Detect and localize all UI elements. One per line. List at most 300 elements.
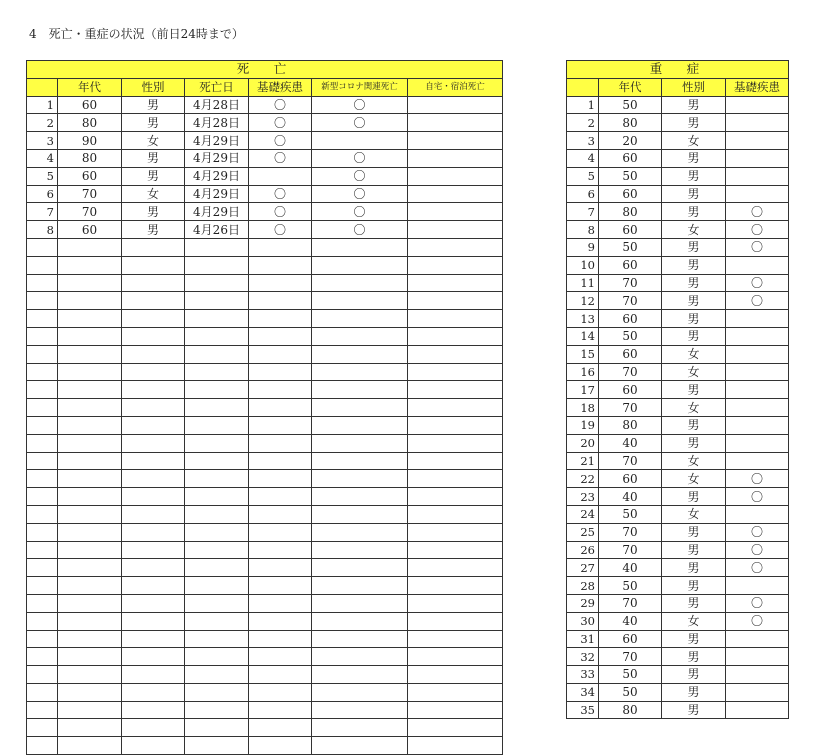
death-cell: 4月29日 bbox=[185, 203, 249, 221]
death-cell bbox=[408, 648, 503, 666]
severe-cell: 15 bbox=[567, 345, 599, 363]
severe-cell bbox=[726, 149, 789, 167]
death-cell bbox=[27, 434, 58, 452]
death-cell bbox=[185, 238, 249, 256]
table-row bbox=[27, 719, 503, 737]
death-cell bbox=[27, 577, 58, 595]
death-cell bbox=[27, 719, 58, 737]
death-cell bbox=[249, 470, 312, 488]
death-cell bbox=[58, 274, 122, 292]
page-title: 4 死亡・重症の状況（前日24時まで） bbox=[29, 27, 244, 41]
death-cell bbox=[185, 434, 249, 452]
severe-cell: 21 bbox=[567, 452, 599, 470]
death-cell bbox=[249, 274, 312, 292]
death-cell bbox=[122, 399, 185, 417]
death-cell bbox=[122, 452, 185, 470]
severe-cell: 〇 bbox=[726, 203, 789, 221]
death-cell bbox=[312, 577, 408, 595]
table-row bbox=[567, 559, 789, 577]
severe-cell: 60 bbox=[599, 470, 662, 488]
severe-header-cell bbox=[567, 78, 599, 96]
death-cell: 〇 bbox=[312, 167, 408, 185]
death-cell bbox=[27, 488, 58, 506]
table-row bbox=[567, 505, 789, 523]
death-cell bbox=[58, 630, 122, 648]
death-cell bbox=[185, 381, 249, 399]
table-row bbox=[27, 221, 503, 239]
death-cell bbox=[312, 363, 408, 381]
death-cell bbox=[249, 523, 312, 541]
death-cell bbox=[408, 719, 503, 737]
death-cell bbox=[58, 327, 122, 345]
severe-cell bbox=[726, 683, 789, 701]
severe-cell: 60 bbox=[599, 345, 662, 363]
death-cell bbox=[185, 363, 249, 381]
severe-cell: 男 bbox=[662, 310, 726, 328]
death-cell bbox=[408, 185, 503, 203]
death-cell bbox=[27, 416, 58, 434]
severe-cell: 50 bbox=[599, 666, 662, 684]
severe-cell: 14 bbox=[567, 327, 599, 345]
death-cell bbox=[58, 416, 122, 434]
table-row bbox=[567, 363, 789, 381]
death-header-cell: 死亡日 bbox=[185, 78, 249, 96]
death-cell bbox=[27, 399, 58, 417]
death-cell bbox=[58, 594, 122, 612]
death-cell: 男 bbox=[122, 203, 185, 221]
death-cell bbox=[185, 577, 249, 595]
death-cell: 90 bbox=[58, 132, 122, 150]
death-cell: 〇 bbox=[312, 149, 408, 167]
death-cell bbox=[185, 327, 249, 345]
death-cell bbox=[249, 167, 312, 185]
death-cell: 〇 bbox=[249, 203, 312, 221]
severe-cell: 男 bbox=[662, 666, 726, 684]
table-row bbox=[567, 221, 789, 239]
severe-header-cell: 性別 bbox=[662, 78, 726, 96]
death-cell bbox=[27, 630, 58, 648]
death-cell bbox=[185, 399, 249, 417]
death-cell bbox=[122, 523, 185, 541]
death-cell bbox=[122, 701, 185, 719]
death-cell bbox=[27, 274, 58, 292]
death-cell: 60 bbox=[58, 167, 122, 185]
severe-cell: 男 bbox=[662, 292, 726, 310]
table-row bbox=[567, 203, 789, 221]
severe-cell: 〇 bbox=[726, 274, 789, 292]
death-cell bbox=[58, 399, 122, 417]
table-row bbox=[567, 577, 789, 595]
death-cell bbox=[58, 541, 122, 559]
death-cell bbox=[185, 416, 249, 434]
table-row bbox=[567, 452, 789, 470]
severe-cell bbox=[726, 505, 789, 523]
death-cell bbox=[249, 399, 312, 417]
death-cell bbox=[122, 363, 185, 381]
severe-cell: 〇 bbox=[726, 541, 789, 559]
table-row bbox=[27, 132, 503, 150]
death-cell: 男 bbox=[122, 149, 185, 167]
death-cell bbox=[408, 701, 503, 719]
death-cell bbox=[312, 399, 408, 417]
severe-cell bbox=[726, 310, 789, 328]
severe-header-cell: 基礎疾患 bbox=[726, 78, 789, 96]
table-row bbox=[27, 452, 503, 470]
death-cell: 女 bbox=[122, 132, 185, 150]
table-row bbox=[27, 292, 503, 310]
death-cell bbox=[185, 719, 249, 737]
death-cell bbox=[27, 648, 58, 666]
death-cell bbox=[27, 612, 58, 630]
death-cell: 女 bbox=[122, 185, 185, 203]
death-cell: 〇 bbox=[312, 221, 408, 239]
death-cell bbox=[58, 523, 122, 541]
death-cell: 男 bbox=[122, 114, 185, 132]
death-cell bbox=[249, 310, 312, 328]
death-cell bbox=[312, 416, 408, 434]
death-cell: 〇 bbox=[249, 96, 312, 114]
death-cell bbox=[122, 470, 185, 488]
table-row bbox=[27, 167, 503, 185]
death-cell bbox=[408, 310, 503, 328]
death-cell bbox=[249, 327, 312, 345]
death-cell bbox=[408, 149, 503, 167]
severe-cell: 9 bbox=[567, 238, 599, 256]
death-cell: 男 bbox=[122, 221, 185, 239]
death-caption: 死 亡 bbox=[27, 61, 503, 79]
table-row bbox=[567, 648, 789, 666]
severe-cell: 男 bbox=[662, 488, 726, 506]
death-cell: 70 bbox=[58, 185, 122, 203]
death-cell bbox=[408, 132, 503, 150]
death-cell bbox=[312, 345, 408, 363]
death-cell bbox=[27, 381, 58, 399]
death-cell: 4月29日 bbox=[185, 149, 249, 167]
death-cell bbox=[58, 505, 122, 523]
severe-cell: 男 bbox=[662, 185, 726, 203]
table-row bbox=[27, 274, 503, 292]
table-row bbox=[27, 612, 503, 630]
death-cell bbox=[58, 683, 122, 701]
severe-cell bbox=[726, 96, 789, 114]
table-row bbox=[27, 505, 503, 523]
death-cell bbox=[58, 666, 122, 684]
severe-cell: 16 bbox=[567, 363, 599, 381]
table-row bbox=[567, 594, 789, 612]
severe-cell: 22 bbox=[567, 470, 599, 488]
severe-cell: 男 bbox=[662, 648, 726, 666]
death-cell bbox=[249, 630, 312, 648]
death-cell: 〇 bbox=[249, 132, 312, 150]
severe-cell bbox=[726, 701, 789, 719]
death-cell bbox=[249, 434, 312, 452]
severe-cell: 60 bbox=[599, 149, 662, 167]
severe-cell bbox=[726, 327, 789, 345]
death-cell bbox=[122, 256, 185, 274]
severe-cell bbox=[726, 434, 789, 452]
table-row bbox=[27, 594, 503, 612]
severe-cell: 男 bbox=[662, 203, 726, 221]
death-cell: 〇 bbox=[312, 185, 408, 203]
severe-cell bbox=[726, 132, 789, 150]
severe-cell: 男 bbox=[662, 630, 726, 648]
death-cell bbox=[122, 630, 185, 648]
death-cell bbox=[408, 577, 503, 595]
death-cell bbox=[249, 238, 312, 256]
death-cell bbox=[58, 345, 122, 363]
death-cell bbox=[185, 630, 249, 648]
death-cell bbox=[408, 683, 503, 701]
death-cell: 5 bbox=[27, 167, 58, 185]
death-table bbox=[26, 60, 503, 755]
severe-cell: 40 bbox=[599, 559, 662, 577]
death-cell bbox=[249, 292, 312, 310]
severe-cell: 5 bbox=[567, 167, 599, 185]
severe-cell: 19 bbox=[567, 416, 599, 434]
death-cell bbox=[249, 577, 312, 595]
death-cell: 男 bbox=[122, 96, 185, 114]
death-cell bbox=[249, 416, 312, 434]
death-cell bbox=[249, 719, 312, 737]
death-cell bbox=[27, 666, 58, 684]
severe-cell: 70 bbox=[599, 399, 662, 417]
severe-cell bbox=[726, 114, 789, 132]
table-row bbox=[567, 523, 789, 541]
severe-cell: 70 bbox=[599, 363, 662, 381]
death-cell bbox=[408, 470, 503, 488]
death-cell bbox=[58, 292, 122, 310]
death-cell bbox=[312, 434, 408, 452]
death-cell bbox=[408, 203, 503, 221]
table-row bbox=[27, 256, 503, 274]
death-cell bbox=[27, 292, 58, 310]
death-cell bbox=[408, 541, 503, 559]
severe-cell: 男 bbox=[662, 114, 726, 132]
death-cell bbox=[185, 594, 249, 612]
death-cell bbox=[408, 630, 503, 648]
severe-cell: 1 bbox=[567, 96, 599, 114]
death-cell bbox=[185, 701, 249, 719]
severe-cell: 11 bbox=[567, 274, 599, 292]
severe-cell: 〇 bbox=[726, 612, 789, 630]
death-cell bbox=[58, 701, 122, 719]
severe-cell bbox=[726, 648, 789, 666]
death-cell bbox=[27, 505, 58, 523]
death-cell: 60 bbox=[58, 221, 122, 239]
death-cell bbox=[122, 292, 185, 310]
table-row bbox=[27, 96, 503, 114]
death-cell bbox=[408, 434, 503, 452]
table-row bbox=[567, 238, 789, 256]
severe-cell: 〇 bbox=[726, 470, 789, 488]
severe-cell bbox=[726, 363, 789, 381]
death-cell bbox=[312, 523, 408, 541]
death-cell bbox=[408, 452, 503, 470]
severe-cell: 男 bbox=[662, 594, 726, 612]
death-cell bbox=[27, 310, 58, 328]
severe-cell bbox=[726, 167, 789, 185]
death-cell bbox=[27, 363, 58, 381]
table-row bbox=[567, 701, 789, 719]
death-cell bbox=[408, 256, 503, 274]
table-row bbox=[27, 363, 503, 381]
death-cell: 6 bbox=[27, 185, 58, 203]
death-cell bbox=[122, 327, 185, 345]
death-cell bbox=[185, 452, 249, 470]
table-row bbox=[27, 577, 503, 595]
death-cell bbox=[408, 114, 503, 132]
table-row bbox=[27, 648, 503, 666]
death-cell: 〇 bbox=[249, 185, 312, 203]
severe-cell: 男 bbox=[662, 327, 726, 345]
severe-cell bbox=[726, 452, 789, 470]
death-cell bbox=[312, 310, 408, 328]
table-row bbox=[567, 310, 789, 328]
severe-cell: 女 bbox=[662, 399, 726, 417]
death-cell bbox=[185, 648, 249, 666]
death-cell bbox=[27, 256, 58, 274]
death-cell: 4月29日 bbox=[185, 167, 249, 185]
death-cell bbox=[58, 470, 122, 488]
death-cell bbox=[408, 292, 503, 310]
death-cell: 〇 bbox=[312, 203, 408, 221]
severe-cell: 50 bbox=[599, 577, 662, 595]
death-cell bbox=[122, 381, 185, 399]
death-cell: 4月28日 bbox=[185, 96, 249, 114]
death-cell: 2 bbox=[27, 114, 58, 132]
table-row bbox=[27, 345, 503, 363]
severe-cell: 20 bbox=[567, 434, 599, 452]
death-cell bbox=[58, 719, 122, 737]
table-row bbox=[567, 167, 789, 185]
death-cell bbox=[408, 399, 503, 417]
severe-cell: 女 bbox=[662, 221, 726, 239]
severe-cell: 男 bbox=[662, 523, 726, 541]
severe-cell bbox=[726, 666, 789, 684]
death-cell: 4月29日 bbox=[185, 185, 249, 203]
death-cell bbox=[185, 683, 249, 701]
table-row bbox=[27, 114, 503, 132]
death-cell bbox=[408, 345, 503, 363]
death-cell: 3 bbox=[27, 132, 58, 150]
severe-cell: 29 bbox=[567, 594, 599, 612]
table-row bbox=[27, 701, 503, 719]
severe-cell bbox=[726, 185, 789, 203]
table-row bbox=[27, 523, 503, 541]
table-row bbox=[27, 666, 503, 684]
severe-cell: 男 bbox=[662, 149, 726, 167]
death-cell bbox=[122, 345, 185, 363]
death-cell bbox=[27, 594, 58, 612]
death-cell bbox=[122, 505, 185, 523]
severe-cell: 34 bbox=[567, 683, 599, 701]
table-row bbox=[27, 416, 503, 434]
death-cell bbox=[58, 648, 122, 666]
death-cell bbox=[58, 612, 122, 630]
death-cell bbox=[185, 666, 249, 684]
death-cell bbox=[312, 630, 408, 648]
death-cell bbox=[312, 470, 408, 488]
death-cell bbox=[408, 96, 503, 114]
severe-cell: 男 bbox=[662, 238, 726, 256]
table-row bbox=[27, 683, 503, 701]
death-cell bbox=[185, 505, 249, 523]
table-row bbox=[567, 612, 789, 630]
death-cell bbox=[408, 594, 503, 612]
severe-cell: 60 bbox=[599, 310, 662, 328]
death-cell bbox=[122, 434, 185, 452]
death-cell bbox=[122, 274, 185, 292]
death-cell bbox=[312, 541, 408, 559]
death-cell: 1 bbox=[27, 96, 58, 114]
death-cell bbox=[122, 238, 185, 256]
severe-cell: 23 bbox=[567, 488, 599, 506]
death-cell bbox=[58, 577, 122, 595]
table-row bbox=[567, 683, 789, 701]
death-cell bbox=[408, 612, 503, 630]
death-header-cell: 自宅・宿泊死亡 bbox=[408, 78, 503, 96]
death-cell bbox=[58, 363, 122, 381]
severe-caption: 重 症 bbox=[567, 61, 789, 79]
severe-cell: 26 bbox=[567, 541, 599, 559]
death-cell bbox=[408, 238, 503, 256]
severe-cell: 女 bbox=[662, 345, 726, 363]
severe-cell bbox=[726, 577, 789, 595]
death-header-cell bbox=[27, 78, 58, 96]
severe-cell: 80 bbox=[599, 203, 662, 221]
table-row bbox=[27, 399, 503, 417]
severe-cell: 33 bbox=[567, 666, 599, 684]
table-row bbox=[27, 327, 503, 345]
death-cell bbox=[312, 559, 408, 577]
severe-cell: 50 bbox=[599, 238, 662, 256]
table-row bbox=[27, 203, 503, 221]
death-cell bbox=[185, 310, 249, 328]
death-cell bbox=[185, 523, 249, 541]
death-cell bbox=[27, 523, 58, 541]
severe-cell: 8 bbox=[567, 221, 599, 239]
death-cell bbox=[185, 559, 249, 577]
table-row bbox=[27, 470, 503, 488]
table-row bbox=[567, 149, 789, 167]
death-cell bbox=[408, 505, 503, 523]
death-cell bbox=[27, 541, 58, 559]
death-cell: 4月28日 bbox=[185, 114, 249, 132]
severe-cell: 40 bbox=[599, 488, 662, 506]
death-cell bbox=[249, 452, 312, 470]
severe-cell: 25 bbox=[567, 523, 599, 541]
death-cell bbox=[312, 292, 408, 310]
death-cell: 7 bbox=[27, 203, 58, 221]
death-cell bbox=[312, 505, 408, 523]
death-cell bbox=[185, 612, 249, 630]
death-cell bbox=[122, 577, 185, 595]
death-cell bbox=[185, 470, 249, 488]
severe-cell: 10 bbox=[567, 256, 599, 274]
severe-cell: 〇 bbox=[726, 221, 789, 239]
table-row bbox=[567, 541, 789, 559]
table-row bbox=[27, 559, 503, 577]
severe-cell: 50 bbox=[599, 96, 662, 114]
death-cell bbox=[408, 221, 503, 239]
severe-header-cell: 年代 bbox=[599, 78, 662, 96]
severe-cell: 男 bbox=[662, 683, 726, 701]
table-row bbox=[567, 327, 789, 345]
severe-cell: 17 bbox=[567, 381, 599, 399]
death-cell bbox=[249, 594, 312, 612]
table-row bbox=[567, 399, 789, 417]
death-cell bbox=[58, 452, 122, 470]
